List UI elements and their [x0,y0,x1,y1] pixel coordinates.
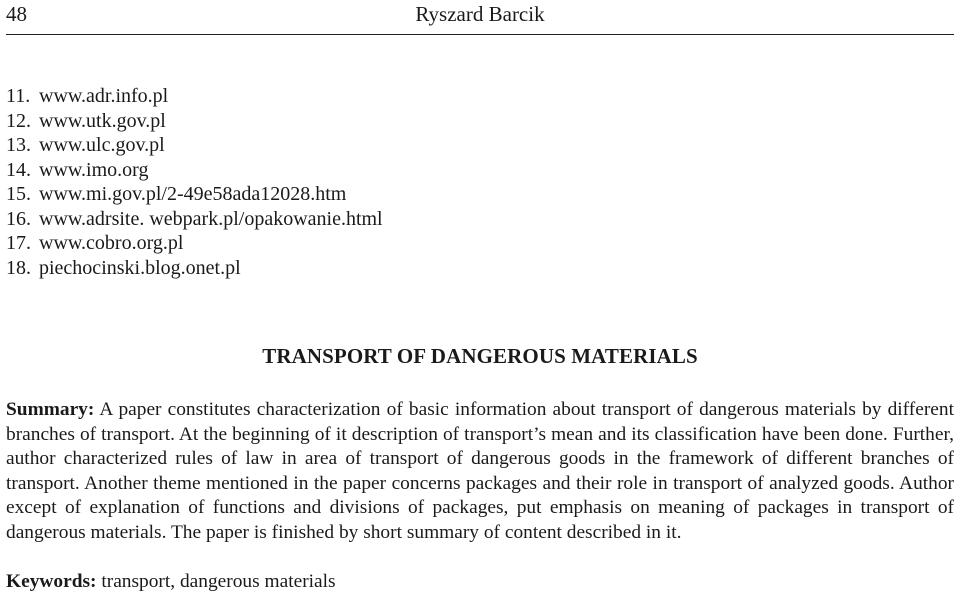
article-title: TRANSPORT OF DANGEROUS MATERIALS [262,344,698,368]
reference-text: www.imo.org [39,158,149,181]
list-item [6,109,383,134]
reference-number: 11. [6,85,31,107]
summary-label: Summary: [6,399,95,420]
keywords-line [6,570,954,595]
list-item [6,182,383,207]
reference-text: www.adrsite. webpark.pl/opakowanie.html [39,207,383,230]
page-number: 48 [6,2,27,26]
list-item [6,84,383,109]
list-item [6,133,383,158]
reference-number: 13. [6,134,31,156]
reference-number: 16. [6,207,31,230]
reference-text: www.utk.gov.pl [39,109,166,132]
list-item [6,207,383,232]
reference-text: www.cobro.org.pl [39,232,184,254]
running-head-author: Ryszard Barcik [415,2,545,26]
keywords-text: transport, dangerous materials [101,571,336,592]
reference-number: 15. [6,183,31,205]
summary-paragraph [6,398,954,546]
reference-number: 17. [6,232,31,254]
list-item [6,256,383,281]
list-item [6,231,383,256]
reference-text: www.adr.info.pl [39,85,169,107]
reference-number: 14. [6,158,31,181]
summary-text: A paper constitutes characterization of basic information about transport of dangerous materials by different branches of transport. At the beginning of it description of transport’s mean and its classification have been done. Further, author characterized rules of law in area of transport of dangerous goods in the framework of different branches of transport. Another theme mentioned in the paper concerns packages and their role in transport of analyzed goods. Author except of explanation of functions and divisions of packages, put emphasis on meaning of packages in transport of dangerous materials. The paper is finished by short summary of content described in it. [6,399,954,543]
list-item [6,158,383,183]
reference-text: www.mi.gov.pl/2-49e58ada12028.htm [39,183,347,205]
reference-list [6,84,383,280]
reference-text: www.ulc.gov.pl [39,134,165,156]
keywords-label: Keywords: [6,571,97,592]
page-header [6,0,954,35]
reference-number: 12. [6,109,31,132]
reference-number: 18. [6,256,31,279]
reference-text: piechocinski.blog.onet.pl [39,256,241,279]
